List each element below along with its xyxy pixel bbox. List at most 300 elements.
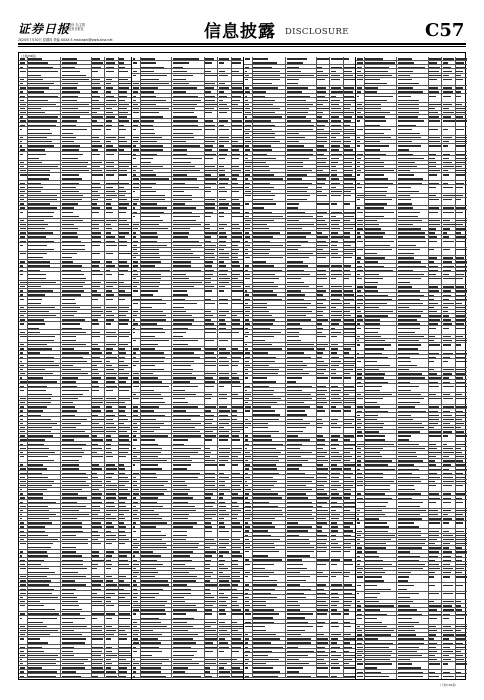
table-cell: [132, 169, 140, 172]
table-cell: [118, 364, 131, 367]
table-cell: [231, 310, 243, 313]
table-cell: [244, 442, 252, 445]
table-cell: [91, 405, 104, 408]
table-cell: [343, 546, 355, 549]
table-cell: [19, 173, 27, 180]
table-cell: [231, 185, 243, 188]
table-cell: [217, 430, 230, 433]
table-cell: [217, 277, 230, 280]
table-cell: [329, 161, 342, 164]
table-cell: [356, 115, 364, 118]
table-cell: [231, 326, 243, 329]
table-cell: [217, 600, 230, 603]
table-cell: [60, 194, 90, 197]
table-cell: [316, 480, 329, 483]
table-cell: [364, 496, 396, 499]
table-cell: [104, 272, 117, 279]
table-cell: [396, 306, 427, 309]
table-cell: [356, 339, 364, 342]
table-cell: [27, 140, 61, 143]
table-cell: [364, 115, 396, 118]
table-cell: [244, 231, 252, 234]
page-header: [0, 0, 484, 48]
table-cell: [329, 504, 342, 507]
table-cell: [441, 318, 454, 321]
table-cell: [27, 430, 61, 433]
table-cell: [171, 227, 203, 230]
table-cell: [231, 434, 243, 437]
table-cell: [231, 281, 243, 284]
table-cell: [428, 198, 441, 205]
table-cell: [231, 173, 243, 176]
table-cell: [231, 318, 243, 321]
table-cell: [217, 318, 230, 321]
table-cell: [316, 558, 329, 561]
table-cell: [244, 235, 252, 238]
table-cell: [455, 442, 467, 445]
table-cell: [132, 633, 140, 636]
table-cell: [364, 372, 396, 375]
table-cell: [428, 351, 441, 354]
table-cell: [343, 177, 355, 180]
table-cell: [316, 57, 329, 64]
table-cell: [244, 662, 252, 665]
table-cell: [252, 256, 286, 263]
table-cell: [60, 666, 90, 669]
table-cell: [171, 509, 203, 512]
table-cell: [118, 148, 131, 151]
table-cell: [356, 592, 364, 599]
table-cell: [252, 115, 286, 118]
table-cell: [455, 521, 467, 528]
table-cell: [118, 107, 131, 110]
table-cell: [329, 595, 342, 598]
table-cell: [27, 185, 61, 188]
table-row: [356, 662, 467, 670]
table-cell: [104, 318, 117, 321]
table-cell: [60, 492, 90, 495]
table-cell: [19, 355, 27, 358]
table-cell: [171, 670, 203, 673]
table-cell: [343, 322, 355, 325]
table-cell: [60, 272, 90, 279]
table-cell: [132, 550, 140, 553]
table-cell: [356, 61, 364, 64]
table-cell: [316, 517, 329, 520]
table-cell: [140, 376, 171, 379]
table-cell: [428, 405, 441, 408]
table-cell: [204, 177, 217, 180]
table-cell: [204, 666, 217, 669]
table-cell: [316, 177, 329, 180]
table-cell: [428, 517, 441, 520]
table-cell: [329, 426, 342, 433]
table-cell: [171, 339, 203, 346]
table-cell: [19, 579, 27, 582]
table-row: [356, 198, 467, 206]
table-cell: [244, 181, 252, 184]
table-cell: [455, 459, 467, 462]
table-cell: [60, 417, 90, 420]
table-cell: [104, 61, 117, 64]
table-cell: [356, 475, 364, 478]
table-cell: [244, 388, 252, 391]
table-cell: [441, 185, 454, 192]
table-cell: [204, 376, 217, 379]
table-cell: [27, 662, 61, 665]
table-cell: [329, 185, 342, 188]
table-cell: [91, 161, 104, 164]
table-cell: [244, 620, 252, 623]
table-row: [132, 214, 243, 222]
table-cell: [244, 513, 252, 516]
table-cell: [217, 471, 230, 474]
table-cell: [118, 119, 131, 122]
table-cell: [60, 480, 90, 483]
table-cell: [118, 550, 131, 553]
table-cell: [91, 111, 104, 114]
table-cell: [231, 662, 243, 665]
table-cell: [441, 264, 454, 267]
table-cell: [428, 467, 441, 470]
table-cell: [60, 649, 90, 652]
table-cell: [19, 649, 27, 652]
table-cell: [455, 529, 467, 532]
table-cell: [455, 107, 467, 110]
table-cell: [316, 78, 329, 85]
table-cell: [455, 558, 467, 561]
table-cell: [118, 674, 131, 677]
table-cell: [244, 529, 252, 532]
table-cell: [217, 272, 230, 275]
table-cell: [204, 214, 217, 221]
table-cell: [343, 620, 355, 623]
table-cell: [91, 567, 104, 574]
table-cell: [428, 74, 441, 77]
table-cell: [329, 529, 342, 532]
table-cell: [231, 426, 243, 429]
table-cell: [252, 169, 286, 172]
table-row: [19, 69, 131, 77]
table-cell: [343, 235, 355, 238]
table-cell: [455, 475, 467, 478]
table-cell: [356, 223, 364, 226]
table-cell: [132, 517, 140, 520]
table-cell: [104, 591, 117, 594]
table-cell: [364, 69, 396, 72]
table-cell: [204, 310, 217, 313]
table-cell: [27, 442, 61, 445]
table-cell: [140, 281, 171, 284]
table-cell: [343, 185, 355, 188]
table-cell: [217, 210, 230, 213]
table-cell: [204, 509, 217, 512]
table-cell: [60, 347, 90, 350]
table-cell: [217, 546, 230, 549]
table-cell: [132, 658, 140, 661]
table-cell: [91, 289, 104, 292]
table-cell: [252, 318, 286, 321]
table-cell: [441, 633, 454, 636]
table-cell: [356, 625, 364, 628]
table-cell: [231, 297, 243, 300]
table-cell: [428, 78, 441, 85]
table-cell: [329, 637, 342, 640]
table-cell: [364, 111, 396, 114]
table-cell: [316, 277, 329, 284]
table-cell: [204, 413, 217, 416]
table-cell: [441, 430, 454, 433]
table-cell: [364, 674, 396, 679]
table-cell: [329, 181, 342, 184]
table-cell: [204, 297, 217, 300]
table-cell: [244, 78, 252, 85]
table-cell: [244, 438, 252, 441]
table-cell: [316, 330, 329, 333]
table-cell: [428, 90, 441, 93]
table-cell: [428, 459, 441, 462]
table-cell: [140, 393, 171, 396]
table-row: [356, 575, 467, 583]
table-cell: [343, 351, 355, 354]
table-cell: [91, 604, 104, 611]
table-cell: [104, 136, 117, 139]
table-cell: [60, 78, 90, 81]
table-cell: [171, 463, 203, 470]
table-cell: [132, 330, 140, 337]
table-cell: [204, 608, 217, 611]
table-cell: [217, 127, 230, 134]
table-cell: [91, 343, 104, 346]
table-cell: [132, 542, 140, 545]
table-cell: [343, 417, 355, 420]
table-row: [19, 335, 131, 343]
table-cell: [27, 529, 61, 532]
table-cell: [364, 550, 396, 553]
table-cell: [60, 517, 90, 520]
table-cell: [316, 484, 329, 487]
table-cell: [285, 152, 315, 155]
table-cell: [171, 202, 203, 205]
table-cell: [217, 579, 230, 582]
table-cell: [441, 372, 454, 375]
table-cell: [428, 326, 441, 333]
table-cell: [316, 571, 329, 574]
table-cell: [91, 57, 104, 60]
table-cell: [396, 235, 427, 238]
table-cell: [204, 426, 217, 429]
table-cell: [252, 546, 286, 549]
table-cell: [204, 351, 217, 354]
table-cell: [171, 629, 203, 632]
table-cell: [343, 364, 355, 367]
table-cell: [204, 558, 217, 561]
table-cell: [27, 107, 61, 110]
table-cell: [364, 297, 396, 300]
table-cell: [171, 662, 203, 665]
table-cell: [171, 583, 203, 586]
table-cell: [171, 173, 203, 176]
table-cell: [396, 567, 427, 570]
table-cell: [140, 463, 171, 470]
table-cell: [428, 65, 441, 68]
table-cell: [396, 604, 427, 607]
table-cell: [364, 194, 396, 197]
table-cell: [27, 123, 61, 126]
table-cell: [343, 426, 355, 433]
table-cell: [27, 219, 61, 222]
table-cell: [316, 600, 329, 603]
table-row: [356, 397, 467, 405]
table-cell: [140, 571, 171, 574]
table-cell: [140, 513, 171, 516]
table-cell: [140, 252, 171, 255]
table-cell: [428, 629, 441, 632]
table-cell: [204, 198, 217, 201]
table-cell: [217, 351, 230, 354]
table-row: [132, 156, 243, 164]
table-cell: [316, 459, 329, 462]
table-cell: [252, 177, 286, 180]
table-cell: [285, 608, 315, 611]
table-cell: [104, 538, 117, 541]
table-cell: [27, 285, 61, 288]
table-cell: [104, 596, 117, 599]
table-cell: [132, 235, 140, 238]
table-cell: [396, 529, 427, 532]
table-cell: [316, 633, 329, 636]
table-cell: [455, 447, 467, 450]
table-cell: [364, 430, 396, 433]
table-cell: [217, 181, 230, 184]
table-cell: [104, 123, 117, 126]
table-columns: [19, 57, 465, 679]
table-cell: [231, 446, 243, 449]
table-cell: [204, 223, 217, 226]
table-cell: [356, 119, 364, 126]
table-cell: [252, 455, 286, 458]
table-cell: [91, 206, 104, 209]
table-cell: [231, 571, 243, 574]
table-cell: [231, 463, 243, 470]
table-cell: [244, 268, 252, 271]
table-cell: [217, 393, 230, 396]
table-cell: [171, 136, 203, 139]
table-cell: [171, 471, 203, 474]
table-cell: [19, 554, 27, 557]
table-cell: [132, 562, 140, 565]
table-cell: [140, 666, 171, 669]
table-cell: [204, 156, 217, 163]
table-cell: [244, 127, 252, 130]
table-cell: [132, 596, 140, 599]
table-cell: [104, 629, 117, 632]
table-cell: [27, 310, 61, 313]
table-cell: [343, 475, 355, 478]
table-cell: [364, 314, 396, 317]
table-cell: [132, 351, 140, 354]
table-cell: [356, 517, 364, 520]
table-cell: [285, 169, 315, 172]
table-cell: [104, 567, 117, 574]
table-cell: [343, 115, 355, 118]
table-cell: [343, 165, 355, 168]
table-cell: [132, 123, 140, 126]
table-cell: [356, 674, 364, 679]
table-cell: [356, 268, 364, 271]
table-cell: [118, 426, 131, 429]
table-cell: [217, 148, 230, 151]
table-row: [19, 243, 131, 251]
table-cell: [252, 575, 286, 582]
table-cell: [396, 637, 427, 640]
table-cell: [217, 649, 230, 656]
table-cell: [329, 322, 342, 325]
table-cell: [132, 82, 140, 85]
table-cell: [19, 181, 27, 184]
table-cell: [204, 252, 217, 255]
table-cell: [27, 575, 61, 578]
table-cell: [396, 426, 427, 429]
table-cell: [364, 136, 396, 139]
table-cell: [455, 94, 467, 101]
table-cell: [441, 335, 454, 338]
table-cell: [118, 625, 131, 628]
table-cell: [252, 397, 286, 400]
table-cell: [364, 119, 396, 126]
table-cell: [19, 227, 27, 230]
table-cell: [356, 293, 364, 296]
table-cell: [285, 161, 315, 164]
table-cell: [396, 608, 427, 611]
table-cell: [171, 140, 203, 143]
table-cell: [217, 190, 230, 197]
table-cell: [455, 277, 467, 284]
table-cell: [91, 347, 104, 350]
table-cell: [343, 591, 355, 594]
table-cell: [91, 181, 104, 184]
table-cell: [91, 600, 104, 603]
table-cell: [140, 165, 171, 168]
table-cell: [356, 521, 364, 528]
table-cell: [428, 550, 441, 553]
table-cell: [171, 86, 203, 89]
table-cell: [104, 662, 117, 665]
table-row: [356, 277, 467, 285]
table-cell: [252, 214, 286, 217]
table-cell: [329, 542, 342, 545]
table-cell: [285, 409, 315, 416]
table-cell: [60, 397, 90, 400]
table-cell: [217, 587, 230, 590]
table-cell: [329, 442, 342, 445]
table-cell: [171, 252, 203, 255]
table-cell: [27, 198, 61, 201]
table-cell: [364, 562, 396, 565]
table-cell: [455, 339, 467, 342]
table-cell: [364, 359, 396, 366]
table-cell: [364, 210, 396, 217]
table-cell: [252, 637, 286, 640]
table-cell: [231, 517, 243, 520]
table-cell: [329, 115, 342, 118]
table-cell: [364, 355, 396, 358]
table-cell: [244, 658, 252, 661]
table-cell: [217, 214, 230, 221]
table-cell: [396, 534, 427, 537]
table-cell: [428, 567, 441, 570]
table-cell: [364, 418, 396, 421]
